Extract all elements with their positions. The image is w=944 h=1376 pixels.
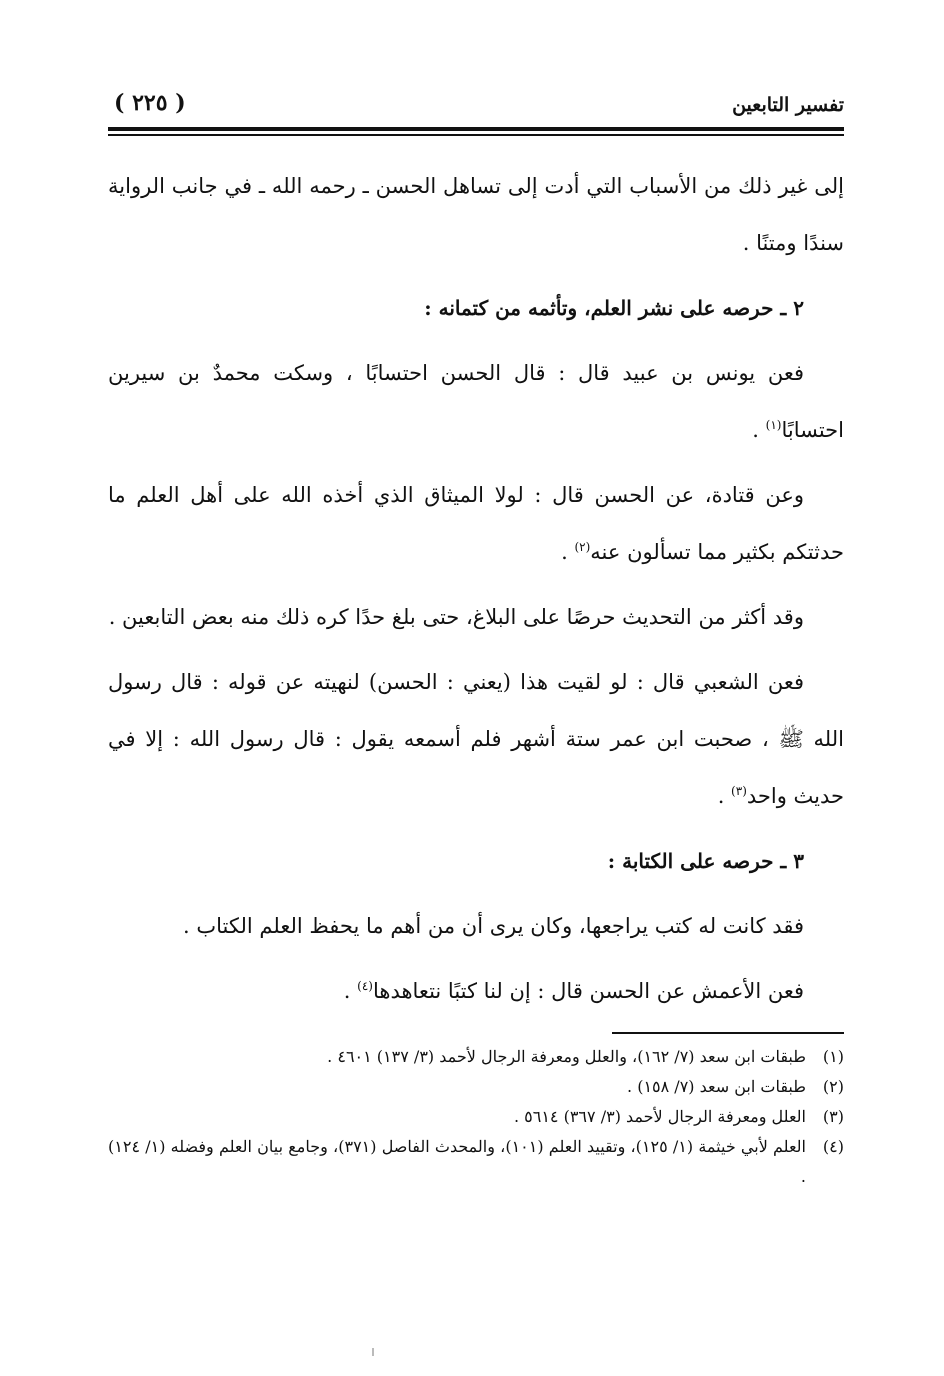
footnote-text: طبقات ابن سعد (٧/ ١٥٨) . xyxy=(627,1077,806,1096)
footnote-1 xyxy=(108,1042,844,1072)
header-rule-thin xyxy=(108,134,844,136)
footnote-4 xyxy=(108,1132,844,1192)
paragraph-3: وعن قتادة، عن الحسن قال : لولا الميثاق الذي أخذه الله على أهل العلم ما حدثتكم بكثير مما تسألون عنه$^{(٢)}$ . xyxy=(108,483,844,564)
footnote-number: (١) xyxy=(822,1047,844,1066)
paragraph-1: إلى غير ذلك من الأسباب التي أدت إلى تساهل الحسن ـ رحمه الله ـ في جانب الرواية سندًا ومتنًا . xyxy=(108,174,844,255)
page-number: ( ٢٢٥ ) xyxy=(114,90,186,116)
footnote-number: (٢) xyxy=(822,1077,844,1096)
footnotes xyxy=(108,1042,844,1192)
main-text xyxy=(108,158,844,1028)
footnote-separator xyxy=(612,1032,844,1034)
header-rule-thick xyxy=(108,127,844,131)
paragraph-6: فقد كانت له كتب يراجعها، وكان يرى أن من أهم ما يحفظ العلم الكتاب . xyxy=(183,914,804,938)
footnote-number: (٣) xyxy=(822,1107,844,1126)
footnote-number: (٤) xyxy=(822,1137,844,1156)
footnote-2 xyxy=(108,1072,844,1102)
page-header xyxy=(108,88,844,124)
paragraph-5: فعن الشعبي قال : لو لقيت هذا (يعني : الحسن) لنهيته عن قوله : قال رسول الله ﷺ ، صحبت ابن عمر ستة أشهر فلم أسمعه يقول : قال رسول الله : إلا في حديث واحد$^{(٣)}$ . xyxy=(108,670,844,808)
paragraph-7: فعن الأعمش عن الحسن قال : إن لنا كتبًا نتعاهدها$^{(٤)}$ . xyxy=(343,979,804,1003)
footnote-text: طبقات ابن سعد (٧/ ١٦٢)، والعلل ومعرفة الرجال لأحمد (٣/ ١٣٧) ٤٦٠١ . xyxy=(327,1047,806,1066)
footnote-ref-4: (٤) xyxy=(357,979,373,993)
footnote-ref-3: (٣) xyxy=(731,784,747,798)
footnote-3 xyxy=(108,1102,844,1132)
section-heading-2: ٢ ـ حرصه على نشر العلم، وتأثمه من كتمانه : xyxy=(424,296,804,320)
footnote-ref-2: (٢) xyxy=(574,540,591,554)
paragraph-2: فعن يونس بن عبيد قال : قال الحسن احتسابًا ، وسكت محمدٌ بن سيرين احتسابًا$^{(١)}$ . xyxy=(108,361,844,442)
footnote-text: العلم لأبي خيثمة (١/ ١٢٥)، وتقييد العلم (١٠١)، والمحدث الفاصل (٣٧١)، وجامع بيان العلم وفضله (١/ ١٢٤) . xyxy=(108,1137,807,1186)
scan-mark xyxy=(372,1348,374,1356)
footnote-text: العلل ومعرفة الرجال لأحمد (٣/ ٣٦٧) ٥٦١٤ . xyxy=(513,1107,806,1126)
section-heading-3: ٣ ـ حرصه على الكتابة : xyxy=(607,849,804,873)
footnote-ref-1: (١) xyxy=(765,418,782,432)
paragraph-4: وقد أكثر من التحديث حرصًا على البلاغ، حتى بلغ حدًا كره ذلك منه بعض التابعين . xyxy=(108,605,804,629)
running-title: تفسير التابعين xyxy=(732,94,844,116)
